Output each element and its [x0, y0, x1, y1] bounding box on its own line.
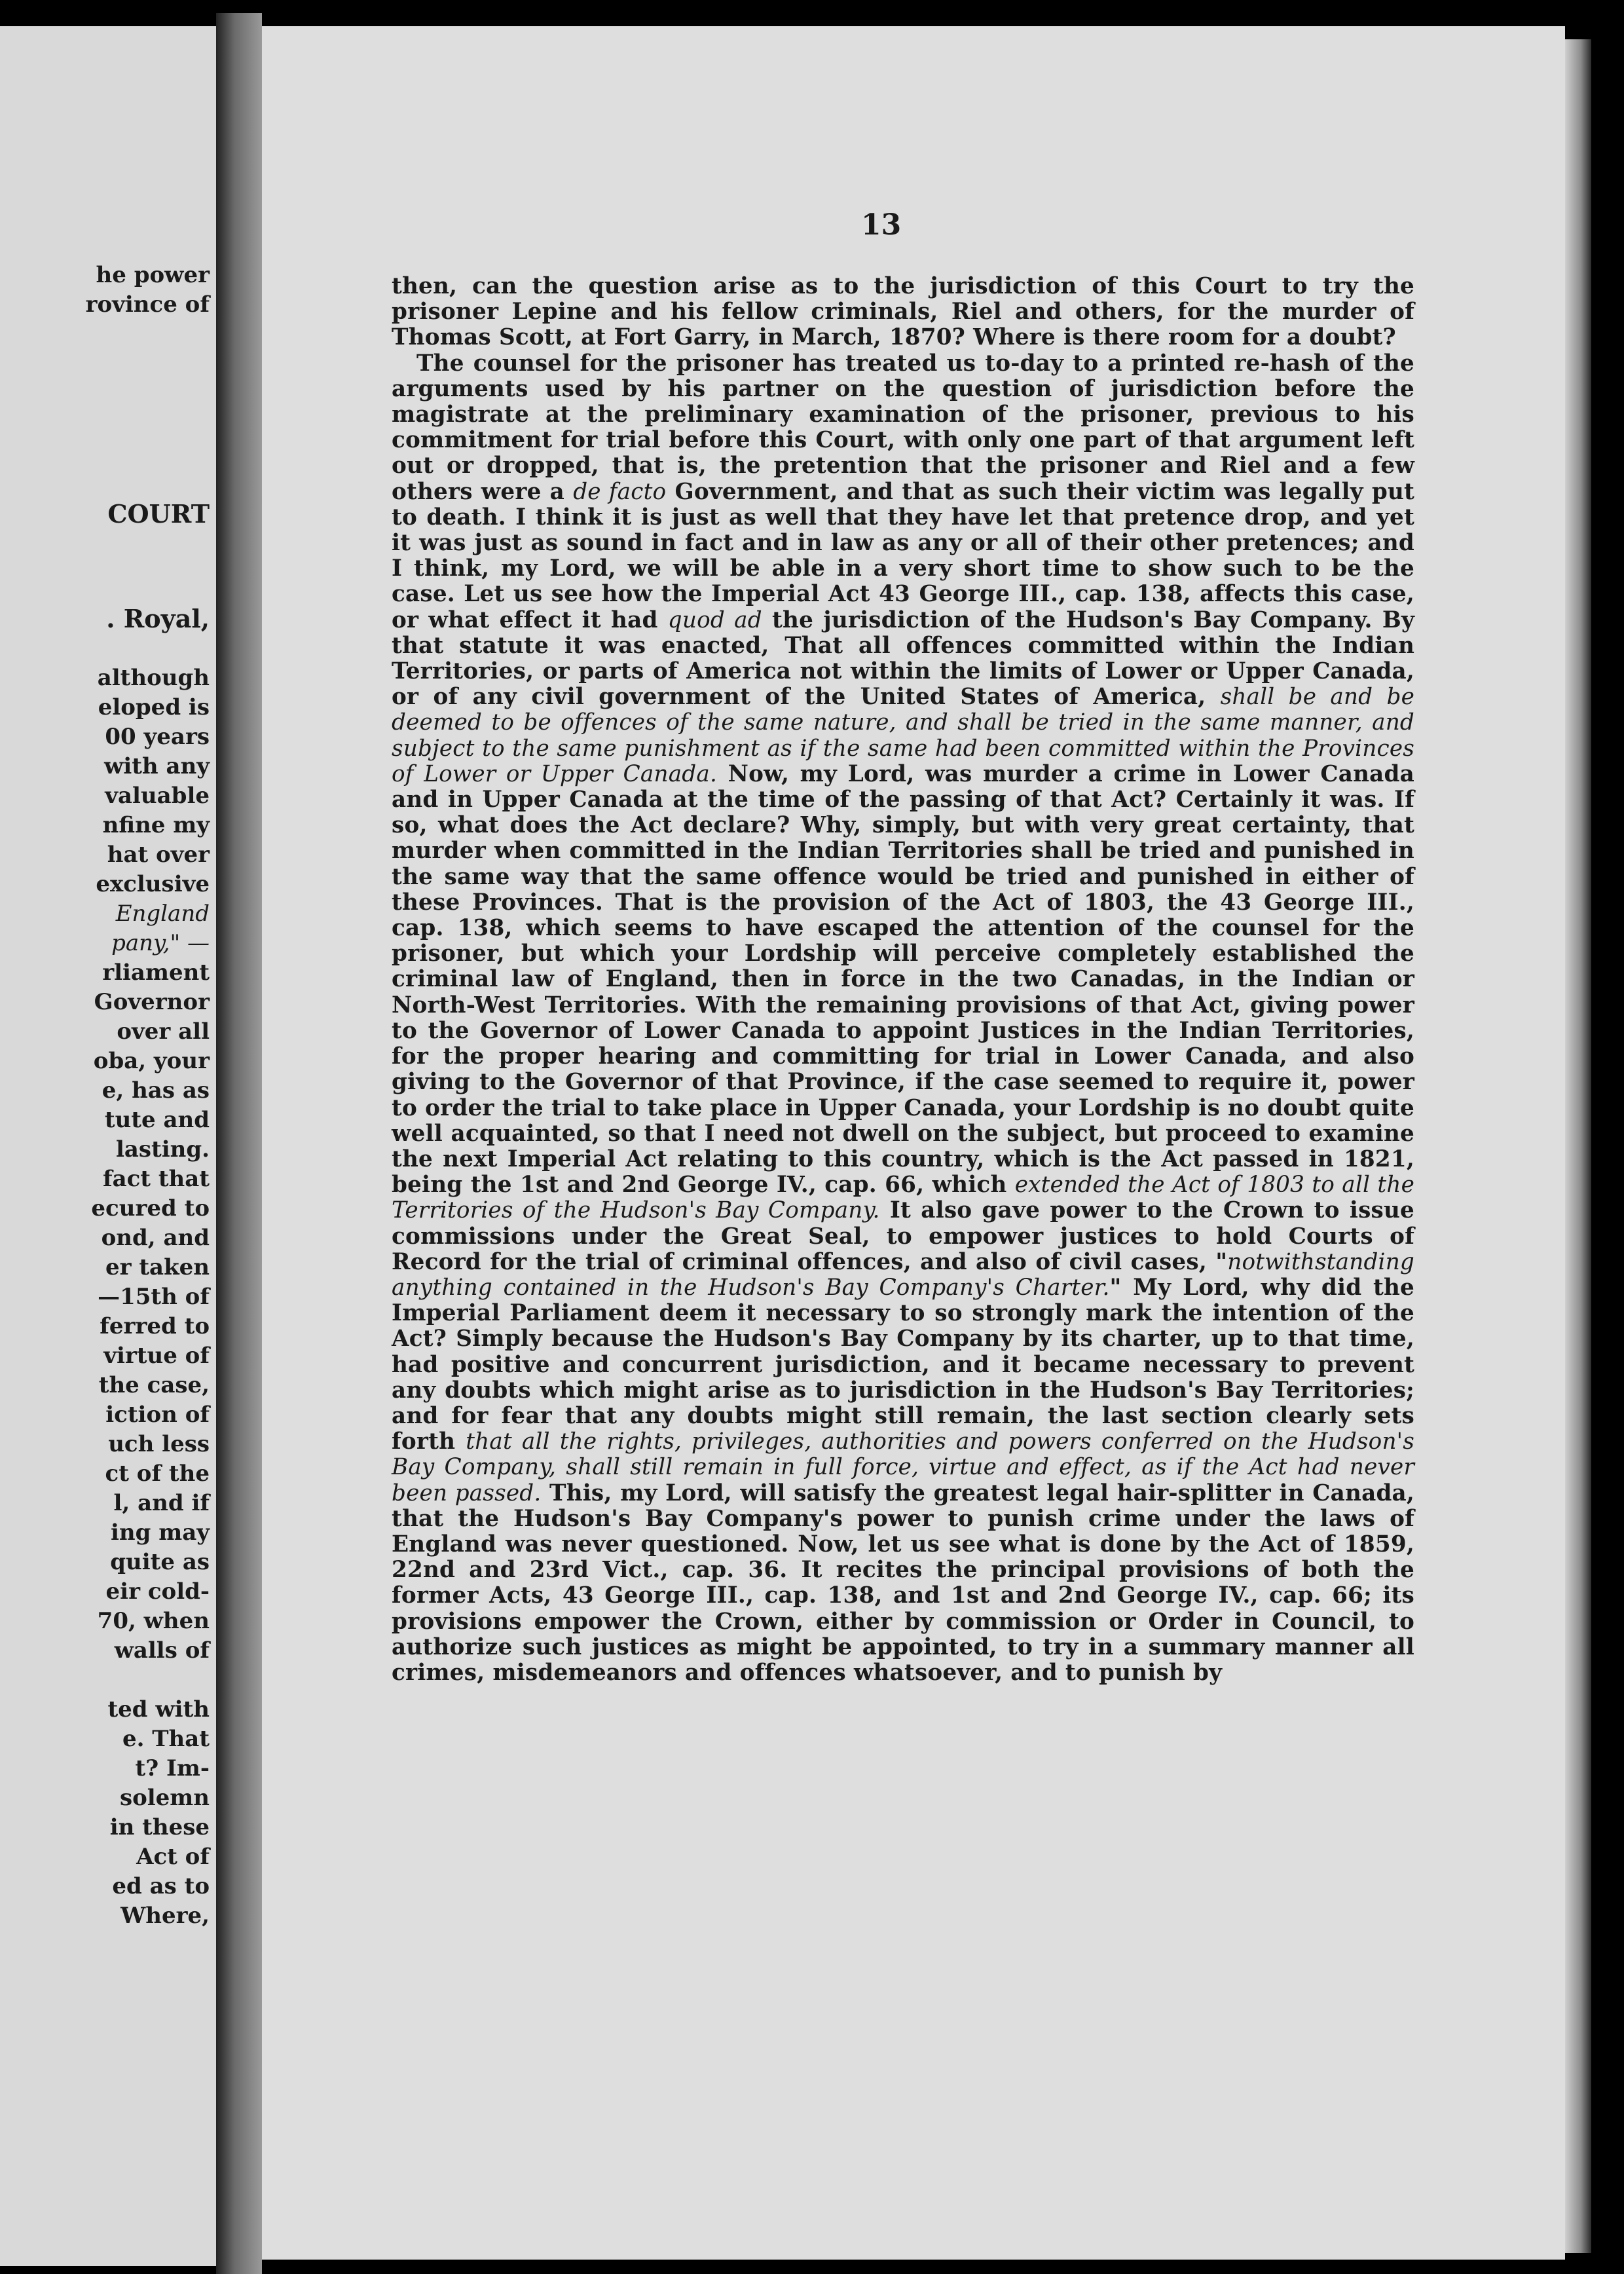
- left-page-line: 70, when: [97, 1608, 210, 1634]
- left-page-line: in these: [109, 1814, 210, 1840]
- left-page-line: —15th of: [98, 1284, 210, 1310]
- text-segment: It also gave power to the Crown to issue commissions under the Great Seal, to empower justices to hold Courts of Record for the trial of criminal offences, and also of civil cases, ": [392, 1197, 1415, 1275]
- left-page-line: l, and if: [113, 1490, 210, 1516]
- italic-text-segment: extended the Act of 1803 to all the Territories of the Hudson's Bay Company.: [392, 1172, 1414, 1224]
- left-page-line: lasting.: [115, 1136, 210, 1163]
- text-segment: Government, and that as such their victim was legally put to death. I think it is just as well that they have let that pretence drop, and yet it was just as sound in fact and in law as any or all of their other pretences; and I think, my Lord, we will be able in a very short time to show such to be the case. Let us see how the Imperial Act 43 George III., cap. 138, affects this case, or what effect it had: [392, 478, 1414, 633]
- body-text: [392, 274, 1414, 1686]
- paragraph: [392, 274, 1414, 351]
- left-page-line: 00 years: [105, 724, 210, 750]
- left-page-line: uch less: [108, 1431, 210, 1457]
- left-page-line: ted with: [107, 1696, 210, 1723]
- left-page-line: COURT: [107, 499, 210, 529]
- left-page-line: valuable: [105, 783, 210, 809]
- italic-text-segment: quod ad: [667, 606, 762, 633]
- left-page-line: nfine my: [102, 812, 210, 838]
- left-page-line: with any: [104, 753, 210, 779]
- text-segment: the jurisdiction of the Hudson's Bay Company. By that statute it was enacted, That all offences committed within the Indian Territories, or parts of America not within the limits of Lower or Upper Canada, or of any civil government of the United States of America,: [392, 606, 1415, 711]
- left-page-line: oba, your: [93, 1048, 210, 1074]
- left-page-line: hat over: [107, 842, 210, 868]
- italic-text-segment: de facto: [573, 478, 667, 505]
- left-page-line: exclusive: [96, 871, 210, 897]
- text-segment: " My Lord, why did the Imperial Parliament deem it necessary to so strongly mark the intention of the Act? Simply because the Hudson's Bay Company by its charter, up to that time, had positive and concurrent jurisdiction, and it became necessary to prevent any doubts which might arise as to jurisdiction in the Hudson's Bay Territories; and for fear that any doubts might still remain, the last section clearly sets forth: [392, 1274, 1415, 1455]
- text-segment: The counsel for the prisoner has treated us to-day to a printed re-hash of the arguments used by his partner on the question of jurisdiction before the magistrate at the preliminary examination of the prisoner, previous to his commitment for trial before this Court, with only one part of that argument left out or dropped, that is, the pretention that the prisoner and Riel and a few others were a: [392, 350, 1414, 505]
- paragraph: [392, 351, 1414, 1687]
- left-page-line: England: [115, 901, 210, 927]
- left-page-line: Governor: [94, 989, 210, 1015]
- left-page-line: ecured to: [91, 1195, 210, 1221]
- left-page-line: e, has as: [101, 1077, 210, 1104]
- left-page-line: walls of: [114, 1637, 210, 1664]
- left-page-line: pany," —: [111, 930, 210, 956]
- left-page-line: . Royal,: [106, 604, 210, 633]
- text-segment: then, can the question arise as to the jurisdiction of this Court to try the prisoner Lepine and his fellow criminals, Riel and others, for the murder of Thomas Scott, at Fort Garry, in March, 1870? Where is there room for a doubt?: [392, 273, 1414, 351]
- book-gutter: [216, 13, 262, 2274]
- left-page-line: he power: [96, 262, 210, 288]
- left-page-line: eir cold-: [105, 1578, 210, 1605]
- left-page-line: over all: [117, 1018, 210, 1045]
- left-page-line: eloped is: [98, 694, 210, 720]
- left-page-line: ct of the: [105, 1461, 210, 1487]
- left-page-line: e. That: [122, 1726, 210, 1752]
- left-page-line: fact that: [102, 1166, 210, 1192]
- left-page-line: the case,: [98, 1372, 210, 1398]
- left-page-line: quite as: [110, 1549, 210, 1575]
- left-page-line: ond, and: [101, 1225, 210, 1251]
- left-page-line: ed as to: [112, 1873, 210, 1899]
- left-page-line: ferred to: [100, 1313, 210, 1339]
- left-page-line: Act of: [136, 1844, 210, 1870]
- text-segment: Now, my Lord, was murder a crime in Lower Canada and in Upper Canada at the time of the passing of that Act? Certainly it was. If so, what does the Act declare? Why, simply, but with very great certainty, that murder when committed in the Indian Territories shall be tried and punished in the same way that the same offence would be tried and punished in either of these Provinces. That is the provision of the Act of 1803, the 43 George III., cap. 138, which seems to have escaped the attention of the counsel for the prisoner, but which your Lordship will perceive completely established the criminal law of England, then in force in the two Canadas, in the Indian or North-West Territories. With the remaining provisions of that Act, giving power to the Governor of Lower Canada to appoint Justices in the Indian Territories, for the proper hearing and committing for trial in Lower Canada, and also giving to the Governor of that Province, if the case seemed to require it, power to order the trial to take place in Upper Canada, your Lordship is no doubt quite well acquainted, so that I need not dwell on the subject, but proceed to examine the next Imperial Act relating to this country, which is the Act passed in 1821, being the 1st and 2nd George IV., cap. 66, which: [392, 760, 1414, 1199]
- left-page-line: iction of: [105, 1402, 210, 1428]
- italic-text-segment: notwithstanding anything contained in the Hudson's Bay Company's Charter.: [392, 1248, 1414, 1301]
- page-edge: [1565, 39, 1591, 2253]
- left-page-line: ing may: [110, 1519, 210, 1546]
- left-page-line: although: [97, 665, 210, 691]
- left-page-line: t? Im-: [135, 1755, 210, 1781]
- left-page-line: Where,: [120, 1903, 210, 1929]
- italic-text-segment: shall be and be deemed to be offences of the same nature, and shall be tried in the same manner, and subject to the same punishment as if the same had been committed within the Provinces of Lower or Upper Canada.: [392, 684, 1414, 787]
- left-page-line: rovince of: [85, 291, 210, 318]
- left-page-line: virtue of: [103, 1343, 210, 1369]
- left-page-line: solemn: [119, 1785, 210, 1811]
- page-number: 13: [861, 208, 902, 242]
- text-segment: This, my Lord, will satisfy the greatest legal hair-splitter in Canada, that the Hudson's Bay Company's power to punish crime under the laws of England was never questioned. Now, let us see what is done by the Act of 1859, 22nd and 23rd Vict., cap. 36. It recites the principal provisions of both the former Acts, 43 George III., cap. 138, and 1st and 2nd George IV., cap. 66; its provisions empower the Crown, either by commission or Order in Council, to authorize such justices as might be appointed, to try in a summary manner all crimes, misdemeanors and offences whatsoever, and to punish by: [392, 1480, 1415, 1686]
- left-page-line: er taken: [105, 1254, 210, 1280]
- left-page-line: tute and: [104, 1107, 210, 1133]
- left-page-line: rliament: [102, 960, 210, 986]
- italic-text-segment: that all the rights, privileges, authorities and powers conferred on the Hudson's Bay Company, shall still remain in full force, virtue and effect, as if the Act had never been passed.: [392, 1428, 1415, 1506]
